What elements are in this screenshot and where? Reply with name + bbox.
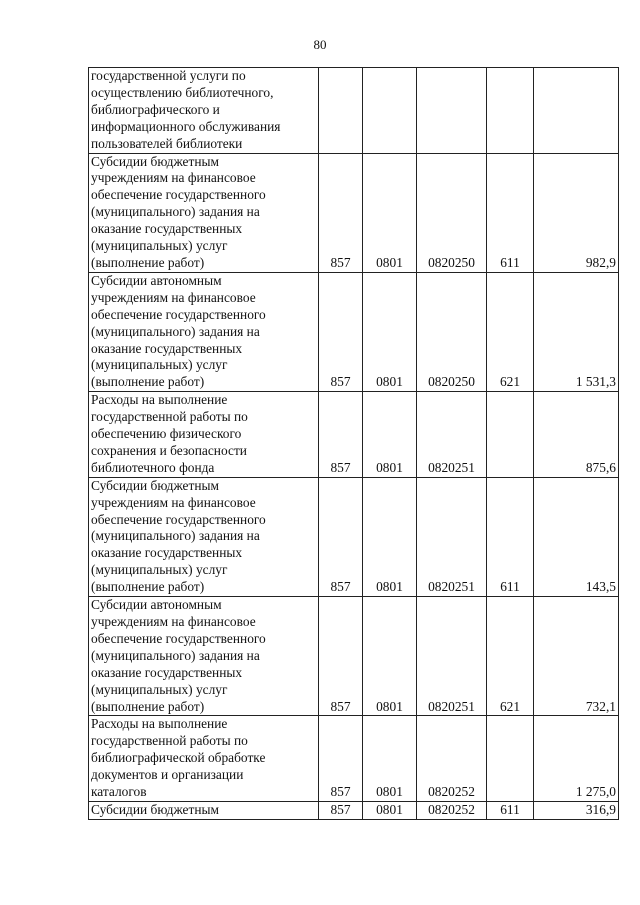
expense-type-cell: 611 (487, 477, 534, 596)
amount-cell: 1 275,0 (534, 716, 619, 802)
section-code-cell: 0801 (363, 597, 417, 716)
expense-name-line: оказание государственных (91, 340, 243, 356)
target-article-cell: 0820250 (417, 153, 487, 272)
table-row (89, 801, 619, 819)
expense-name-line: (муниципальных) услуг (91, 681, 228, 697)
expense-name-line: обеспечение государственного (91, 630, 266, 646)
expense-name-cell (89, 272, 319, 391)
section-code-cell: 0801 (363, 477, 417, 596)
expense-name-line: библиографической обработке (91, 750, 266, 766)
expense-name-line: осуществлению библиотечного, (91, 84, 274, 100)
expense-name-line: обеспечение государственного (91, 306, 266, 322)
amount-cell: 1 531,3 (534, 272, 619, 391)
table-row (89, 272, 619, 391)
department-code-cell (319, 68, 363, 154)
expense-type-cell: 621 (487, 272, 534, 391)
expense-name-cell (89, 477, 319, 596)
section-code-cell: 0801 (363, 272, 417, 391)
expense-name-line: (выполнение работ) (91, 254, 205, 270)
expense-name-line: оказание государственных (91, 221, 243, 237)
expense-name-line: (муниципального) задания на (91, 647, 260, 663)
expense-name-line: каталогов (91, 784, 147, 800)
amount-cell: 875,6 (534, 392, 619, 478)
expense-type-cell: 611 (487, 801, 534, 819)
expense-name-line: (муниципального) задания на (91, 204, 260, 220)
section-code-cell: 0801 (363, 801, 417, 819)
table-row (89, 716, 619, 802)
expense-name-line: Субсидии автономным (91, 272, 222, 288)
expense-type-cell (487, 392, 534, 478)
expense-name-line: библиотечного фонда (91, 459, 215, 475)
section-code-cell (363, 68, 417, 154)
expense-name-cell (89, 801, 319, 819)
expense-name-line: учреждениям на финансовое (91, 289, 256, 305)
expense-name-line: Расходы на выполнение (91, 716, 228, 732)
target-article-cell (417, 68, 487, 154)
department-code-cell: 857 (319, 153, 363, 272)
section-code-cell: 0801 (363, 716, 417, 802)
expense-name-line: (муниципального) задания на (91, 323, 260, 339)
expense-name-line: пользователей библиотеки (91, 135, 243, 151)
target-article-cell: 0820251 (417, 477, 487, 596)
section-code-cell: 0801 (363, 153, 417, 272)
expense-name-line: обеспечение государственного (91, 511, 266, 527)
expense-name-line: Субсидии бюджетным (91, 153, 219, 169)
expense-name-line: обеспечение государственного (91, 187, 266, 203)
expense-name-line: Субсидии бюджетным (91, 801, 219, 817)
expense-name-line: учреждениям на финансовое (91, 170, 256, 186)
expense-name-cell (89, 597, 319, 716)
expense-name-line: государственной услуги по (91, 68, 246, 83)
table-row (89, 597, 619, 716)
table-row (89, 477, 619, 596)
expense-name-line: (муниципальных) услуг (91, 238, 228, 254)
expense-name-line: обеспечению физического (91, 426, 242, 442)
expense-name-line: (муниципальных) услуг (91, 357, 228, 373)
expense-name-cell (89, 153, 319, 272)
amount-cell: 316,9 (534, 801, 619, 819)
expense-name-cell (89, 392, 319, 478)
department-code-cell: 857 (319, 272, 363, 391)
department-code-cell: 857 (319, 716, 363, 802)
expense-name-line: оказание государственных (91, 664, 243, 680)
department-code-cell: 857 (319, 597, 363, 716)
department-code-cell: 857 (319, 392, 363, 478)
amount-cell: 732,1 (534, 597, 619, 716)
table-row (89, 392, 619, 478)
budget-table-body (89, 68, 619, 820)
target-article-cell: 0820251 (417, 597, 487, 716)
expense-name-line: документов и организации (91, 767, 244, 783)
target-article-cell: 0820251 (417, 392, 487, 478)
expense-name-line: информационного обслуживания (91, 118, 281, 134)
amount-cell: 143,5 (534, 477, 619, 596)
expense-type-cell: 611 (487, 153, 534, 272)
expense-name-line: учреждениям на финансовое (91, 614, 256, 629)
expense-name-line: государственной работы по (91, 733, 248, 749)
amount-cell (534, 68, 619, 154)
page-number: 80 (313, 37, 327, 52)
target-article-cell: 0820252 (417, 801, 487, 819)
expense-name-line: сохранения и безопасности (91, 442, 247, 458)
expense-name-line: (выполнение работ) (91, 579, 205, 595)
expense-type-cell (487, 716, 534, 802)
budget-table (88, 67, 619, 820)
amount-cell: 982,9 (534, 153, 619, 272)
expense-type-cell: 621 (487, 597, 534, 716)
expense-name-line: учреждениям на финансовое (91, 494, 256, 510)
section-code-cell: 0801 (363, 392, 417, 478)
expense-name-line: (муниципальных) услуг (91, 562, 228, 578)
expense-name-line: государственной работы по (91, 409, 248, 425)
target-article-cell: 0820250 (417, 272, 487, 391)
expense-name-line: (муниципального) задания на (91, 528, 260, 544)
expense-name-cell (89, 68, 319, 154)
department-code-cell: 857 (319, 801, 363, 819)
expense-name-line: (выполнение работ) (91, 698, 205, 714)
expense-type-cell (487, 68, 534, 154)
expense-name-cell (89, 716, 319, 802)
target-article-cell: 0820252 (417, 716, 487, 802)
expense-name-line: Субсидии автономным (91, 597, 222, 613)
expense-name-line: Субсидии бюджетным (91, 477, 219, 493)
expense-name-line: (выполнение работ) (91, 374, 205, 390)
table-row (89, 68, 619, 154)
table-row (89, 153, 619, 272)
expense-name-line: библиографического и (91, 101, 220, 117)
expense-name-line: оказание государственных (91, 545, 243, 561)
department-code-cell: 857 (319, 477, 363, 596)
expense-name-line: Расходы на выполнение (91, 392, 228, 408)
